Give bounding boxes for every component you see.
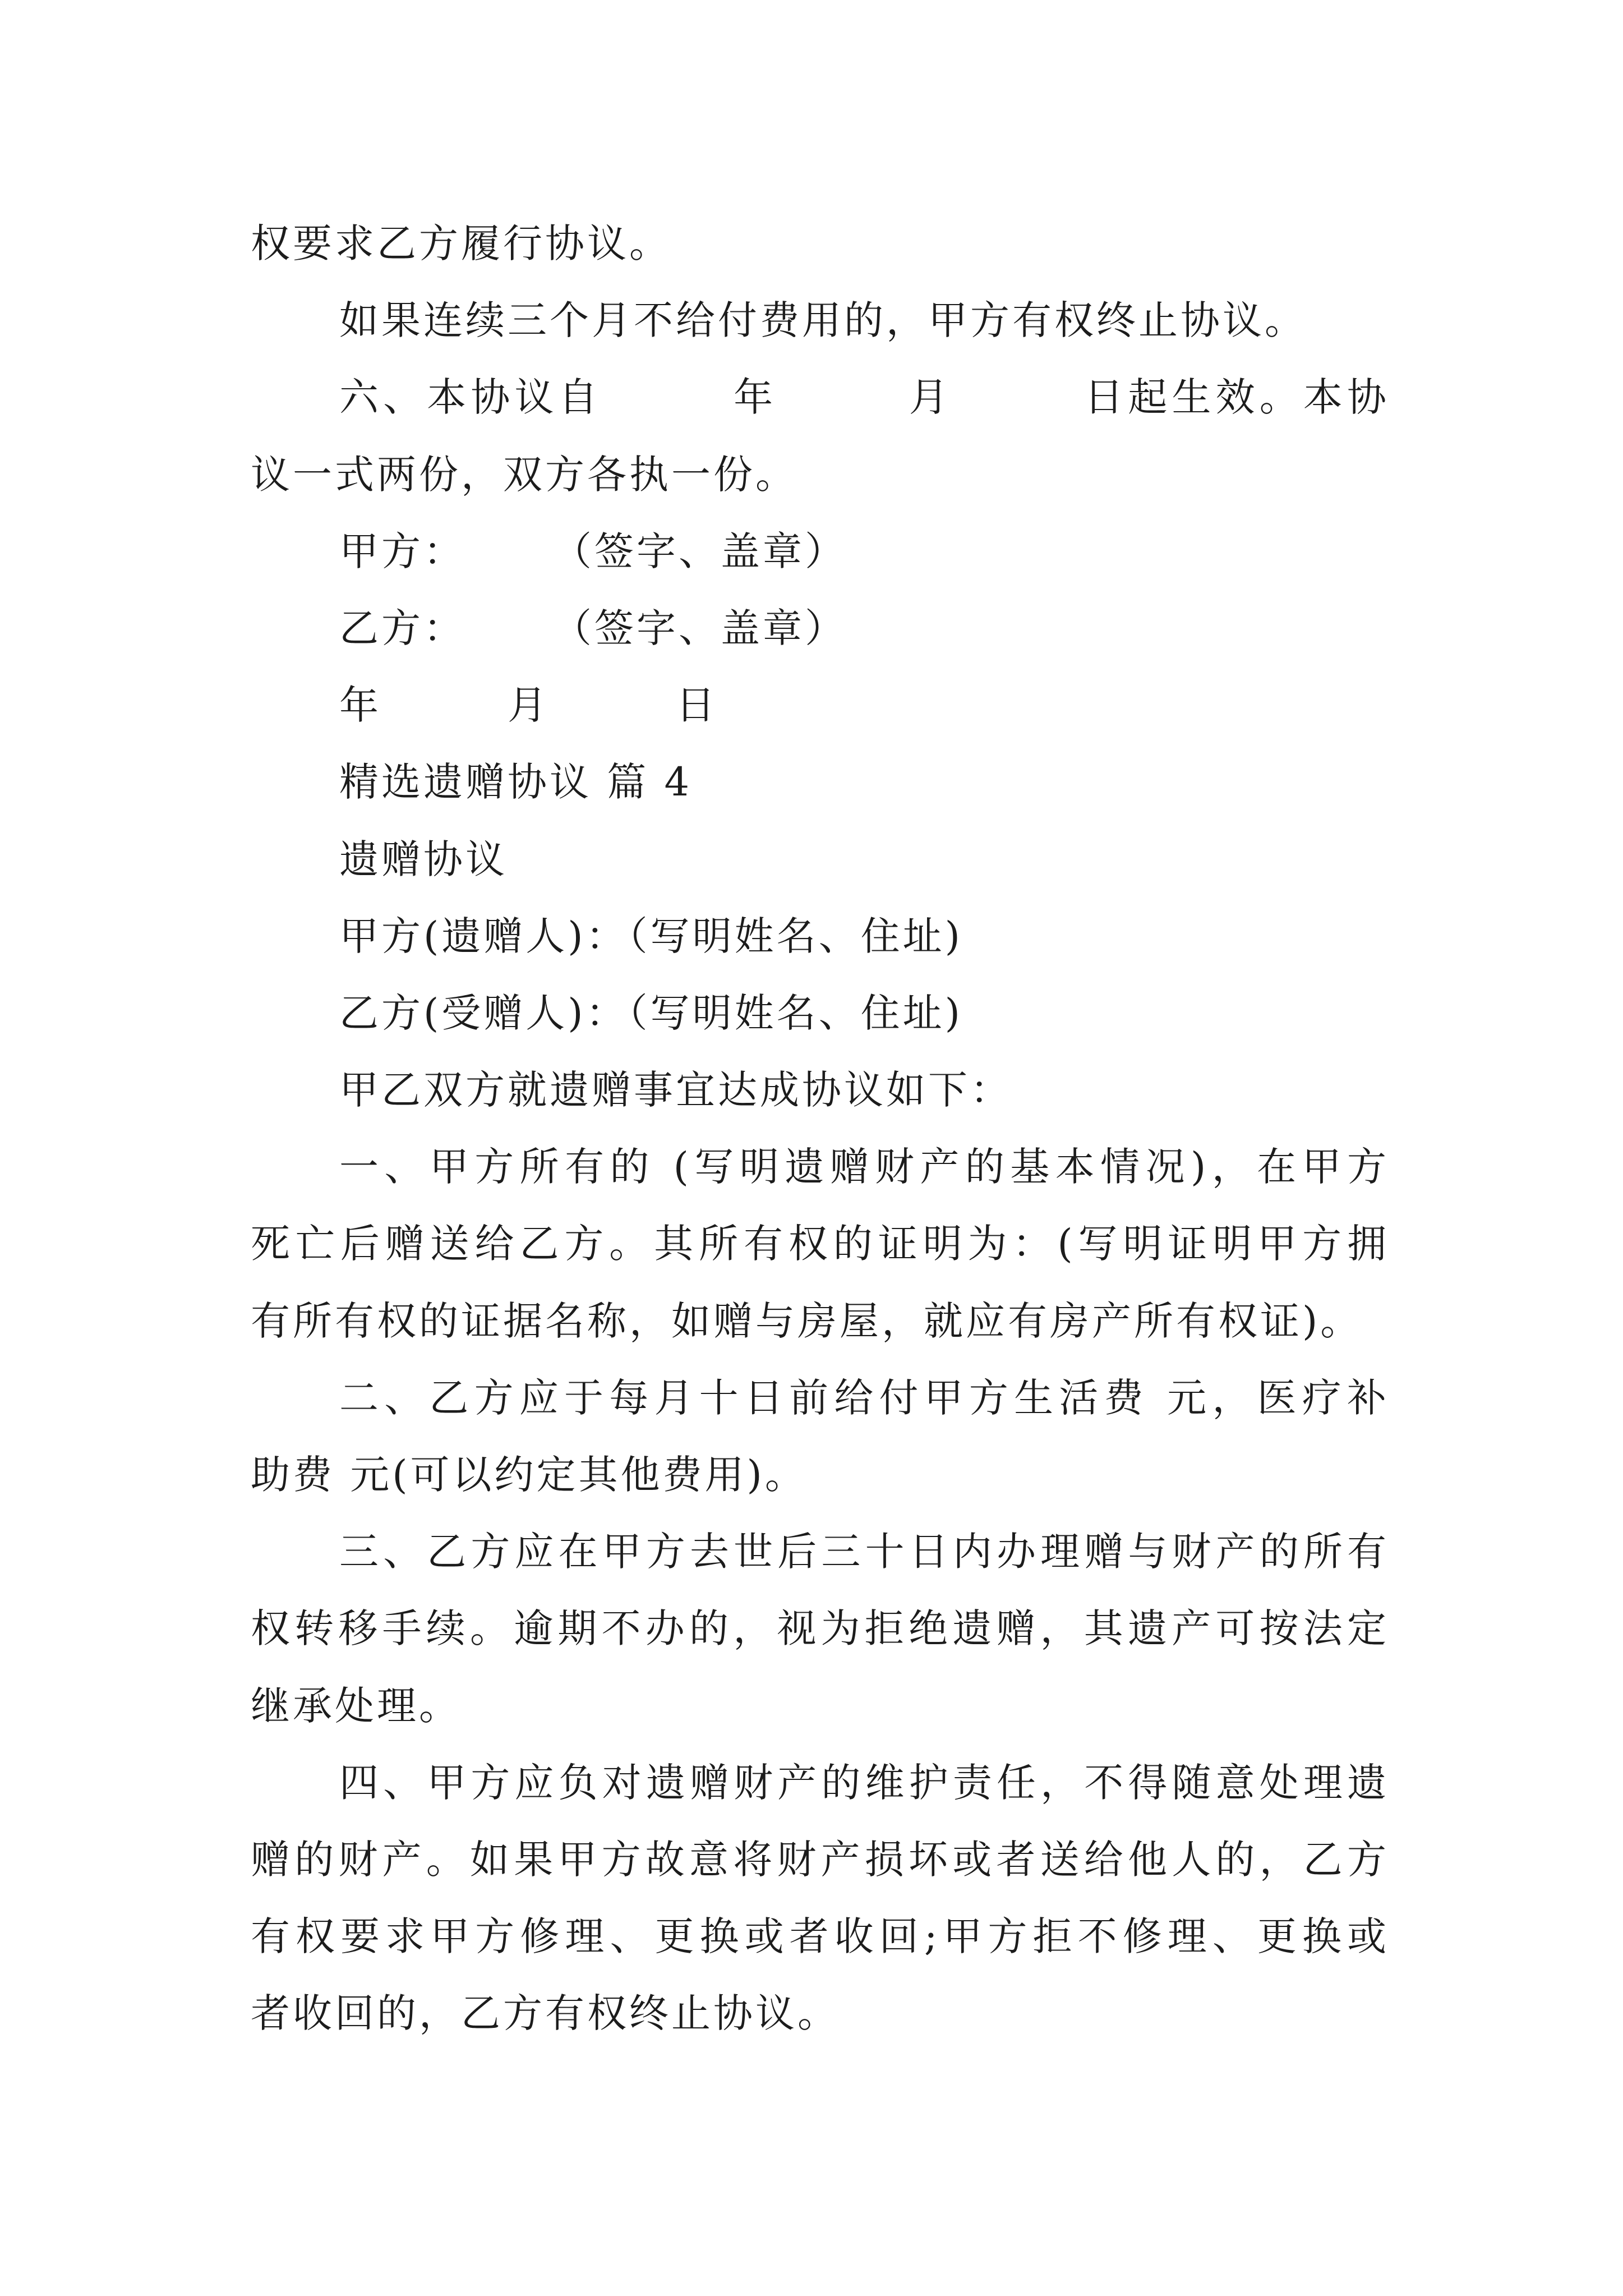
clause-2-line: 二、乙方应于每月十日前给付甲方生活费 元，医疗补 [339,1374,1389,1421]
party-a-signature-line: 甲方： （签字、盖章） [339,528,847,574]
clause-4-line: 有权要求甲方修理、更换或者收回;甲方拒不修理、更换或 [251,1913,1389,1960]
clause-3-line: 三、乙方应在甲方去世后三十日内办理赠与财产的所有 [339,1529,1389,1575]
date-line: 年 月 日 [339,682,718,729]
clause-2-line: 助费 元(可以约定其他费用)。 [251,1452,807,1498]
paragraph-line: 甲乙双方就遗赠事宜达成协议如下： [339,1067,1012,1114]
effective-date-line: 六、本协议自 年 月 日起生效。本协 [339,374,1389,421]
clause-4-line: 赠的财产。如果甲方故意将财产损坏或者送给他人的，乙方 [251,1836,1389,1883]
paragraph-line: 如果连续三个月不给付费用的，甲方有权终止协议。 [339,297,1307,344]
clause-4-line: 四、甲方应负对遗赠财产的维护责任，不得随意处理遗 [339,1759,1389,1806]
party-b-signature-line: 乙方： （签字、盖章） [339,605,847,651]
clause-1-line: 一、甲方所有的 (写明遗赠财产的基本情况)，在甲方 [339,1144,1389,1190]
clause-4-line: 者收回的，乙方有权终止协议。 [251,1990,840,2037]
section-heading: 精选遗赠协议 篇 4 [339,759,693,806]
party-a-line: 甲方(遗赠人)：（写明姓名、住址) [339,913,963,959]
clause-1-line: 有所有权的证据名称，如赠与房屋，就应有房产所有权证)。 [251,1297,1363,1344]
paragraph-line: 权要求乙方履行协议。 [251,220,671,266]
paragraph-line: 议一式两份，双方各执一份。 [251,451,797,498]
clause-3-line: 权转移手续。逾期不办的，视为拒绝遗赠，其遗产可按法定 [251,1605,1389,1652]
party-b-line: 乙方(受赠人)：（写明姓名、住址) [339,990,963,1036]
clause-3-line: 继承处理。 [251,1682,461,1729]
document-body [251,205,1389,2053]
document-title: 遗赠协议 [339,836,508,882]
clause-1-line: 死亡后赠送给乙方。其所有权的证明为：(写明证明甲方拥 [251,1221,1389,1267]
